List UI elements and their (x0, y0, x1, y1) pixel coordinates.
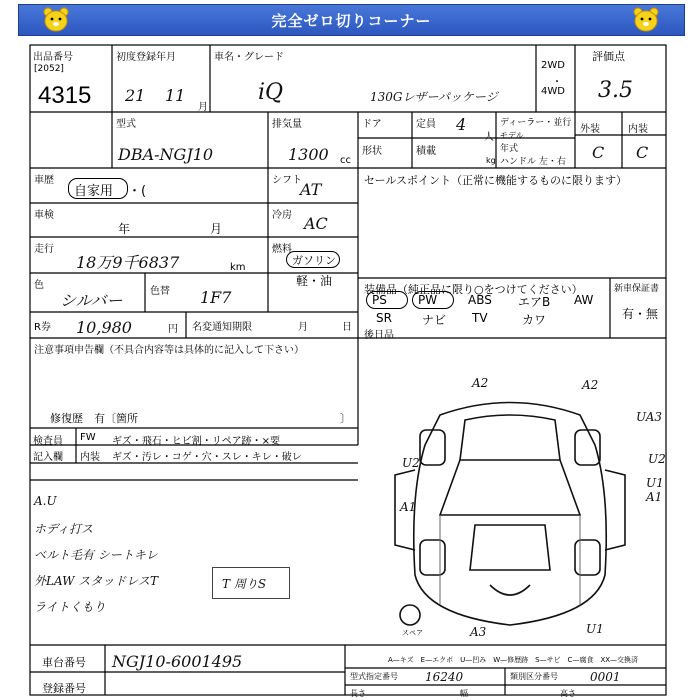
inspection-label: 車検 (34, 210, 54, 221)
dealer-label: ディーラー・並行 (500, 118, 572, 128)
handle-label: ハンドル 左・右 (500, 157, 566, 167)
equipment-item: ABS (468, 293, 492, 307)
shift-value: AT (300, 180, 322, 199)
mark-u1-bottom: U1 (586, 622, 604, 636)
recycle-label: R券 (34, 322, 51, 333)
inspector-label1: 検査員 (33, 436, 63, 447)
registration-month-unit: 月 (198, 102, 208, 113)
type-designation-label: 型式指定番号 (350, 672, 398, 681)
inspection-month-unit: 月 (210, 222, 223, 236)
equipment-circle (412, 291, 454, 309)
mark-a1-left: A1 (400, 500, 417, 514)
equipment-label: 装備品（純正品に限り○をつけてください） (364, 283, 583, 296)
capacity-unit: 人 (484, 132, 494, 143)
remark-line: A.U (34, 494, 57, 508)
reg-number-label: 登録番号 (42, 682, 86, 695)
interior-grade: C (636, 143, 649, 162)
mark-a2-left: A2 (472, 376, 489, 390)
drive-dot: ・ (552, 77, 562, 88)
equipment-item: SR (376, 311, 392, 325)
rating-label: 評価点 (592, 50, 625, 63)
header-title: 完全ゼロ切りコーナー (271, 12, 432, 30)
warranty-value: 有・無 (622, 307, 659, 321)
mark-a1-right: A1 (646, 490, 663, 504)
inspection-year-unit: 年 (118, 222, 131, 236)
exterior-label: 外装 (580, 124, 600, 135)
mileage-unit: km (230, 262, 246, 273)
chassis-value: NGJ10-6001495 (112, 652, 243, 671)
displacement-label: 排気量 (272, 119, 302, 130)
registration-month: 11 (165, 86, 186, 105)
width-label: 幅 (460, 689, 468, 698)
shift-label: シフト (272, 175, 302, 186)
repair-close: 〕 (340, 412, 351, 425)
mark-u1: U1 (646, 476, 664, 490)
load-unit: kg (486, 156, 496, 165)
recycle-unit: 円 (168, 324, 178, 335)
capacity-label: 定員 (416, 119, 436, 130)
model-year-label2: 年式 (500, 144, 519, 154)
shape-label: 形状 (362, 146, 382, 157)
drive-4wd: 4WD (541, 86, 565, 97)
remark-line: ライトくもり (34, 600, 106, 614)
model-label: 型式 (116, 119, 136, 130)
mark-u2-right: U2 (648, 452, 666, 466)
length-label: 長さ (350, 689, 366, 698)
registration-label: 初度登録年月 (116, 52, 176, 63)
equipment-item: PS (372, 293, 387, 307)
equipment-item: カワ (522, 313, 547, 327)
mileage-label: 走行 (34, 244, 54, 255)
mark-spare: スペア (402, 629, 423, 637)
car-type-label: 車歴 (34, 175, 54, 186)
mark-ua3: UA3 (636, 410, 663, 424)
damage-legend: A—キズ E—エクボ U—凹み W—修歴跡 S—サビ C—腐食 XX—交換済 (388, 656, 639, 664)
equipment-item: ナビ (422, 313, 447, 327)
car-name-label: 車名・グレード (214, 52, 284, 63)
remarks-extra: T 周りS (222, 577, 267, 591)
car-type-rest: ・( (128, 184, 147, 199)
sales-point-label: セールスポイント（正常に機能するものに限ります） (364, 174, 628, 187)
equipment-item: PW (418, 293, 438, 307)
inspector-label2: 記入欄 (33, 452, 63, 463)
lot-number: 4315 (38, 82, 92, 109)
car-type-value: 自家用 (74, 184, 114, 199)
type-designation-value: 16240 (425, 670, 464, 684)
lot-label: 出品番号 (33, 52, 73, 63)
name-change-day-unit: 日 (342, 322, 352, 333)
fuel-label: 燃料 (272, 244, 292, 255)
equipment-item: TV (472, 311, 488, 325)
inspector-row1: ギズ・飛石・ヒビ割・リペア跡・×要 (112, 436, 280, 447)
inspector-row2: ギズ・汚レ・コゲ・穴・スレ・キレ・破レ (112, 452, 302, 463)
remark-line: ホディ打ス (34, 522, 94, 536)
warranty-label: 新車保証書 (614, 284, 660, 294)
displacement-value: 1300 (288, 145, 329, 164)
fuel-gasoline: ガソリン (292, 254, 336, 267)
equipment-item: AW (574, 293, 594, 307)
notes-label: 注意事項申告欄（不具合内容等は具体的に記入して下さい） (34, 345, 304, 356)
classification-label: 類別区分番号 (510, 672, 558, 681)
drive-2wd: 2WD (541, 60, 565, 71)
chassis-label: 車台番号 (42, 656, 86, 669)
name-change-month-unit: 月 (298, 322, 308, 333)
inspector-row1-tag: FW (80, 432, 96, 443)
ac-value: AC (304, 214, 328, 233)
color-label: 色 (34, 280, 44, 291)
lot-code: [2052] (34, 64, 64, 74)
mark-a3: A3 (470, 625, 487, 639)
remark-line: ベルト毛有 シートキレ (34, 548, 158, 562)
car-damage-diagram (380, 375, 670, 640)
displacement-unit: cc (340, 155, 351, 166)
equipment-circle (366, 291, 408, 309)
color-code: 1F7 (200, 288, 232, 307)
classification-value: 0001 (590, 670, 621, 684)
model-value: DBA-NGJ10 (118, 145, 214, 164)
name-change-label: 名変通知期限 (192, 322, 252, 333)
mark-a2-right: A2 (582, 378, 599, 392)
mileage-value: 18万9千6837 (76, 253, 180, 272)
repair-label: 修復歴 有〔箇所 (50, 412, 138, 425)
inspector-row2-tag: 内装 (80, 452, 100, 463)
ac-label: 冷房 (272, 210, 292, 221)
color-code-label: 色替 (150, 286, 170, 297)
exterior-grade: C (592, 143, 605, 162)
load-label: 積載 (416, 146, 436, 157)
equipment-item: エアB (518, 295, 551, 309)
interior-label: 内装 (628, 124, 648, 135)
rating-score: 3.5 (598, 78, 633, 103)
capacity-value: 4 (456, 115, 467, 134)
car-name: iQ (258, 80, 284, 105)
recycle-value: 10,980 (76, 318, 132, 337)
after-date-label: 後日品 (364, 330, 394, 341)
model-year-label1: モデル (500, 131, 524, 140)
mark-u2-left: U2 (402, 456, 420, 470)
doors-label: ドア (362, 119, 382, 130)
fuel-diesel: 軽・油 (296, 274, 333, 288)
color-value: シルバー (60, 291, 123, 310)
registration-year: 21 (125, 86, 146, 105)
remark-line: 外LAW スタッドレスT (34, 574, 158, 588)
height-label: 高さ (560, 689, 576, 698)
car-grade: 130Gレザーパッケージ (370, 90, 498, 104)
